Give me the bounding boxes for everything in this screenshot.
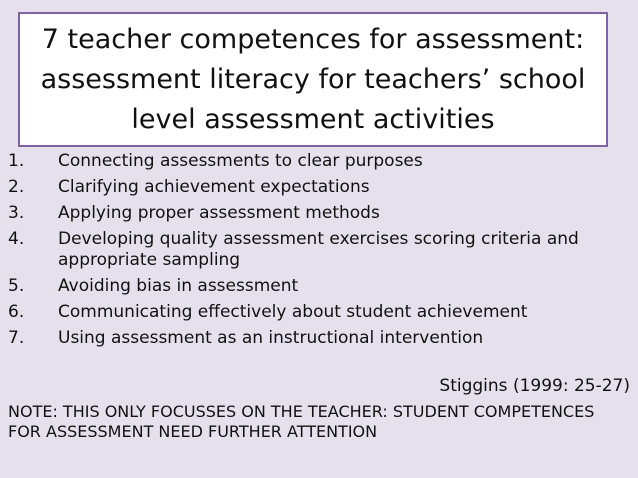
list-item-number: 2. [8, 177, 25, 197]
competence-list [8, 151, 634, 354]
list-item [8, 302, 634, 323]
list-item-number: 6. [8, 302, 25, 322]
list-item-text: Using assessment as an instructional intervention [58, 328, 484, 348]
list-item-number: 3. [8, 203, 25, 223]
list-item-number: 7. [8, 328, 25, 348]
list-item-number: 1. [8, 151, 25, 171]
list-item [8, 276, 634, 297]
list-item-number: 4. [8, 229, 25, 249]
list-item-text: Applying proper assessment methods [58, 203, 380, 223]
list-item-text: Avoiding bias in assessment [58, 276, 299, 296]
list-item-text: Communicating effectively about student achievement [58, 302, 528, 322]
list-item [8, 151, 634, 172]
list-item [8, 177, 634, 198]
note-text: NOTE: THIS ONLY FOCUSSES ON THE TEACHER: STUDENT COMPETENCES FOR ASSESSMENT NEED FURTHER ATTENTION [8, 402, 595, 441]
list-item-number: 5. [8, 276, 25, 296]
list-item-text: Clarifying achievement expectations [58, 177, 370, 197]
slide-title: 7 teacher competences for assessment: assessment literacy for teachers’ school level assessment activities [40, 23, 586, 135]
title-box [18, 12, 608, 147]
citation: Stiggins (1999: 25-27) [439, 376, 630, 396]
list-item [8, 229, 634, 271]
list-item [8, 328, 634, 349]
list-item-text: Connecting assessments to clear purposes [58, 151, 423, 171]
list-item-text: Developing quality assessment exercises scoring criteria and appropriate sampling [58, 229, 579, 270]
list-item [8, 203, 634, 224]
